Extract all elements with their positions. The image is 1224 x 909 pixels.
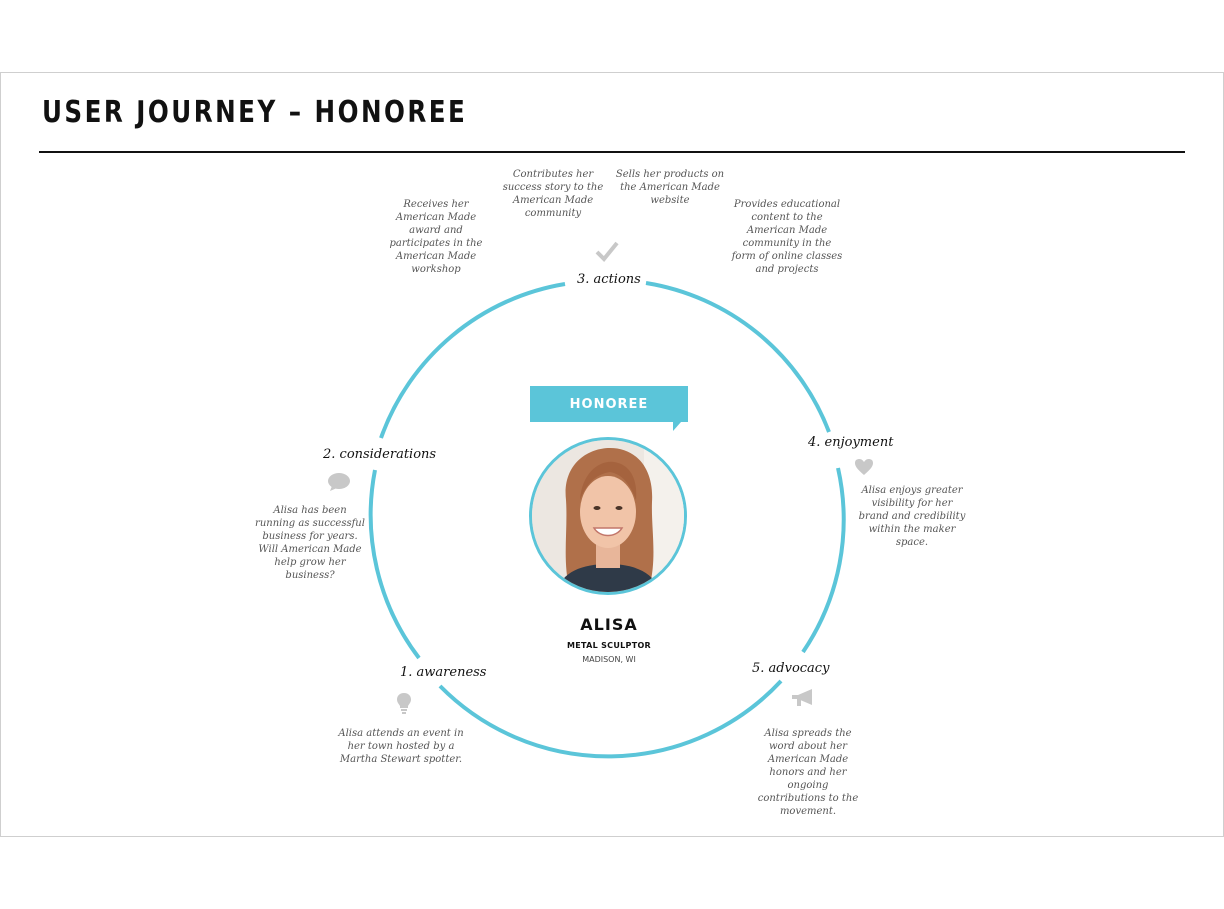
desc-line: American Made: [512, 195, 594, 206]
considerations-description: [250, 504, 370, 582]
desc-line: American Made: [746, 225, 828, 236]
ring-arc-enjoyment-advocacy: [803, 468, 844, 652]
avatar: [529, 437, 687, 595]
stage-label-awareness: 1. awareness: [400, 665, 487, 680]
desc-line: space.: [895, 537, 929, 548]
persona-location: MADISON, WI: [582, 655, 636, 664]
actions-item-4: [726, 198, 848, 276]
speech-bubble-icon: [327, 472, 351, 492]
persona-role: METAL SCULPTOR: [566, 641, 652, 650]
desc-line: visibility for her: [871, 498, 953, 509]
desc-line: honors and her: [769, 767, 847, 778]
desc-line: Contributes her: [512, 169, 594, 180]
desc-line: ongoing: [787, 780, 829, 791]
actions-item-3: [612, 168, 728, 207]
desc-line: form of online classes: [731, 251, 843, 262]
page-title: USER JOURNEY – HONOREE: [42, 95, 468, 130]
stage-label-enjoyment: 4. enjoyment: [808, 435, 894, 450]
megaphone-icon: [790, 688, 816, 708]
advocacy-description: [748, 727, 868, 818]
persona-name: ALISA: [580, 615, 638, 634]
desc-line: contributions to the: [757, 793, 859, 804]
stage-label-actions: 3. actions: [577, 272, 641, 287]
badge-tail: [673, 422, 681, 431]
persona-badge: HONOREE: [530, 386, 688, 422]
desc-line: community in the: [742, 238, 832, 249]
desc-line: Alisa spreads the: [764, 728, 852, 739]
desc-line: and projects: [755, 264, 819, 275]
desc-line: American Made: [767, 754, 849, 765]
desc-line: American Made: [395, 212, 477, 223]
desc-line: Alisa enjoys greater: [861, 485, 963, 496]
desc-line: Alisa attends an event in: [338, 728, 464, 739]
awareness-description: [328, 727, 474, 766]
desc-line: within the maker: [868, 524, 956, 535]
desc-line: American Made: [395, 251, 477, 262]
desc-line: her town hosted by a: [347, 741, 455, 752]
desc-line: workshop: [411, 264, 461, 275]
stage-label-advocacy: 5. advocacy: [752, 661, 830, 676]
desc-line: Alisa has been: [273, 505, 347, 516]
desc-line: help grow her: [274, 557, 346, 568]
actions-item-2: [494, 168, 612, 220]
desc-line: the American Made: [620, 182, 720, 193]
desc-line: Sells her products on: [615, 169, 725, 180]
desc-line: business for years.: [262, 531, 358, 542]
ring-arc-advocacy-awareness: [440, 681, 781, 756]
desc-line: website: [650, 195, 690, 206]
desc-line: success story to the: [502, 182, 604, 193]
desc-line: running as successful: [255, 518, 365, 529]
desc-line: business?: [285, 570, 335, 581]
desc-line: Provides educational: [733, 199, 841, 210]
desc-line: Will American Made: [258, 544, 362, 555]
desc-line: Receives her: [403, 199, 469, 210]
ring-arc-awareness-considerations: [371, 470, 419, 658]
desc-line: participates in the: [389, 238, 483, 249]
desc-line: content to the: [751, 212, 823, 223]
actions-item-1: [380, 198, 492, 276]
stage-label-considerations: 2. considerations: [323, 447, 437, 462]
enjoyment-description: [848, 484, 976, 549]
desc-line: community: [524, 208, 582, 219]
desc-line: Martha Stewart spotter.: [339, 754, 463, 765]
desc-line: movement.: [779, 806, 837, 817]
heart-icon: [854, 458, 874, 476]
desc-line: word about her: [768, 741, 848, 752]
desc-line: brand and credibility: [858, 511, 966, 522]
checkmark-icon: [595, 240, 619, 262]
lightbulb-icon: [396, 692, 412, 716]
avatar-portrait: [532, 440, 684, 592]
desc-line: award and: [409, 225, 463, 236]
